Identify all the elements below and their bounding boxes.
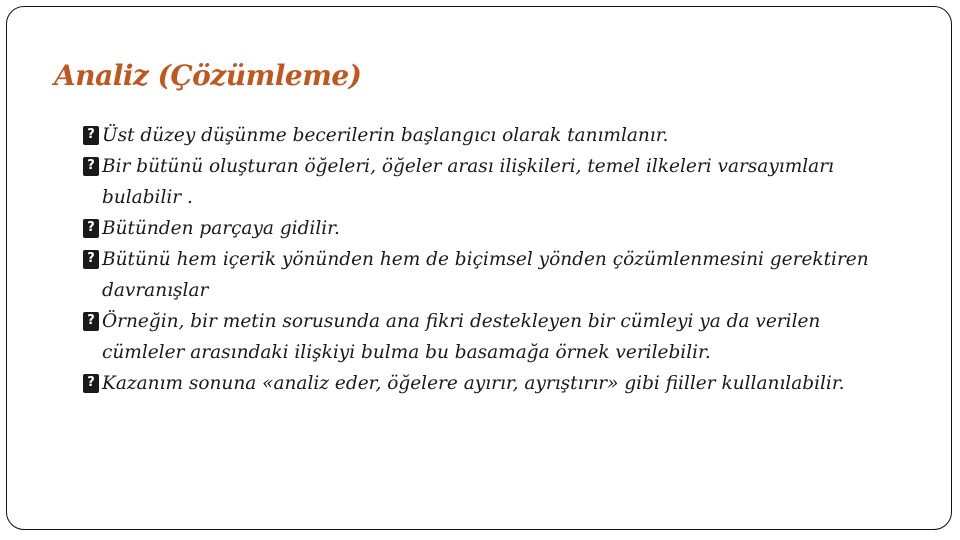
bullet-item [83,306,883,368]
bullet-text: Bir bütünü oluşturan öğeleri, öğeler arası ilişkileri, temel ilkeleri varsayımları bulabilir . [102,156,834,208]
bullet-list [83,120,883,399]
bullet-item [83,213,883,244]
slide-frame [6,6,952,530]
missing-glyph-icon [83,126,99,145]
bullet-item [83,368,883,399]
bullet-item [83,244,883,306]
slide-title: Analiz (Çözümleme) [54,59,362,92]
bullet-text: Üst düzey düşünme becerilerin başlangıcı olarak tanımlanır. [102,125,669,146]
missing-glyph-icon [83,374,99,393]
bullet-text: Kazanım sonuna «analiz eder, öğelere ayırır, ayrıştırır» gibi fiiller kullanılabilir. [102,373,845,394]
missing-glyph-icon [83,219,99,238]
bullet-text: Bütünden parçaya gidilir. [102,218,340,239]
missing-glyph-icon [83,250,99,269]
bullet-item [83,120,883,151]
missing-glyph-icon [83,312,99,331]
bullet-item [83,151,883,213]
missing-glyph-icon [83,157,99,176]
bullet-text: Bütünü hem içerik yönünden hem de biçimsel yönden çözümlenmesini gerektiren davranışlar [102,249,869,301]
bullet-text: Örneğin, bir metin sorusunda ana fikri destekleyen bir cümleyi ya da verilen cümleler arasındaki ilişkiyi bulma bu basamağa örnek verilebilir. [102,311,821,363]
